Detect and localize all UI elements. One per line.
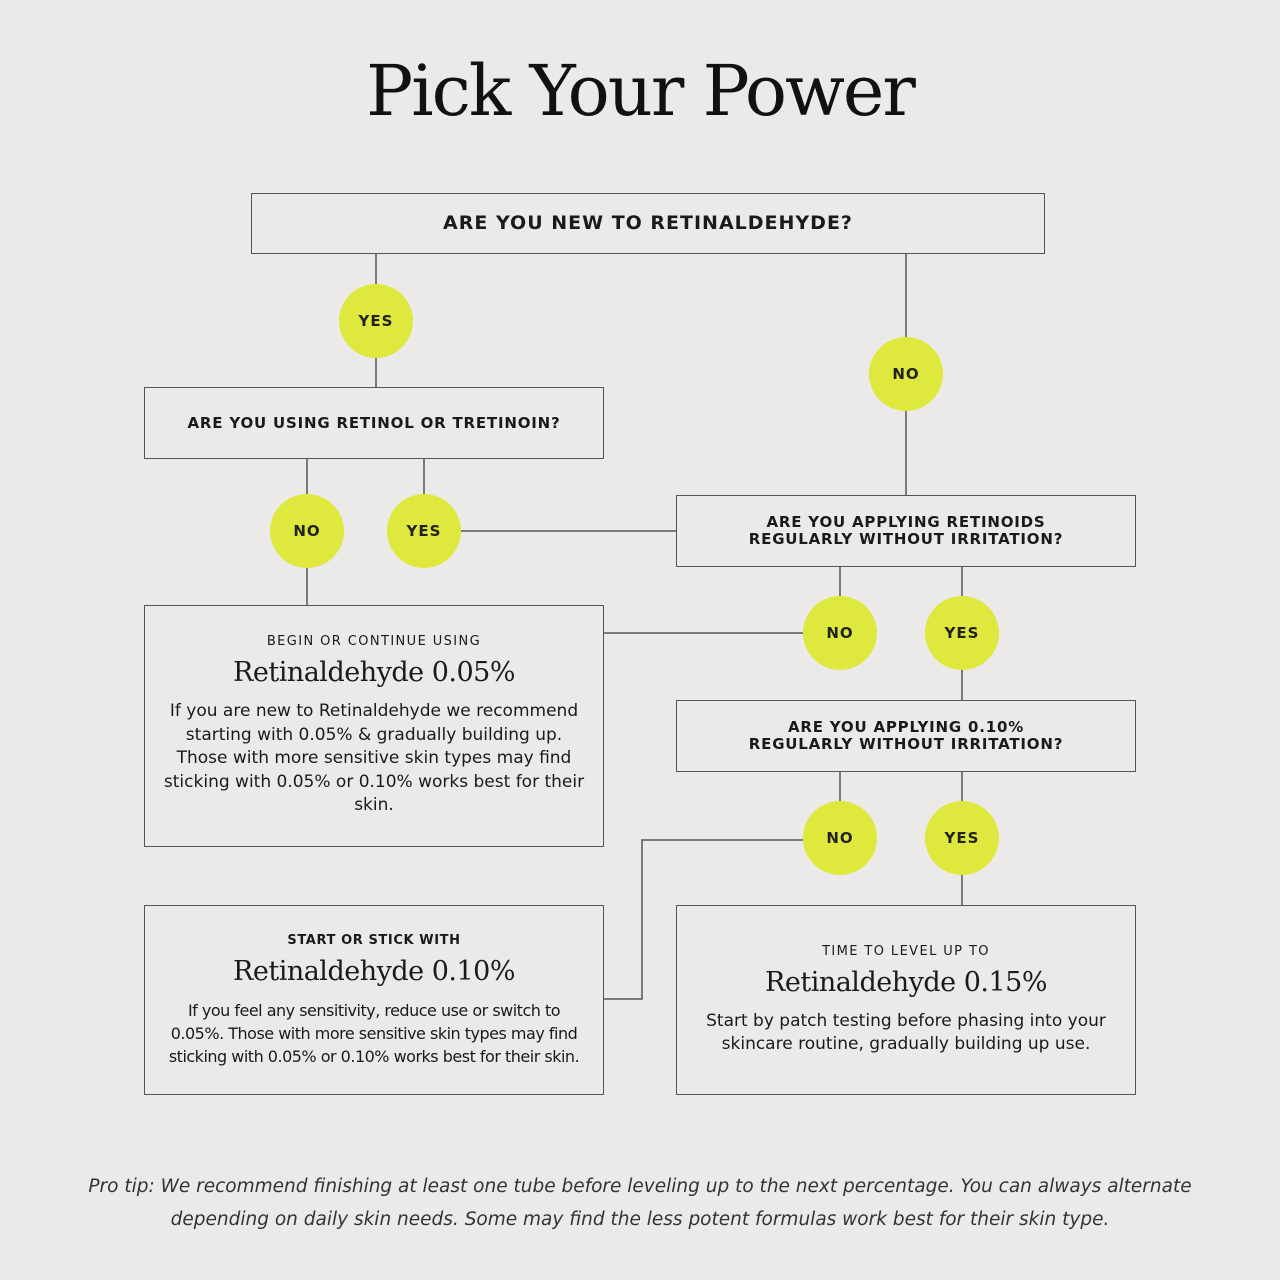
pro-tip: Pro tip: We recommend finishing at least one tube before leveling up to the next percentage. You can always alternate depending on daily skin needs. Some may find the less potent formulas work best for their skin type. [88,1176,1192,1230]
result-kicker: TIME TO LEVEL UP TO [822,943,990,959]
result-kicker: START OR STICK WITH [287,932,461,948]
connector-retinol-yes [424,459,676,531]
result-retinaldehyde-005 [144,605,604,847]
result-product: Retinaldehyde 0.05% [233,657,515,689]
question-using-retinol [144,387,604,459]
result-product: Retinaldehyde 0.10% [233,955,515,987]
answer-yes-retinol: YES [387,494,461,568]
answer-yes-new: YES [339,284,413,358]
question-label-line1: ARE YOU APPLYING RETINOIDS [766,513,1046,531]
result-description: Start by patch testing before phasing into your skincare routine, gradually building up use. [706,1010,1106,1054]
answer-no-new: NO [869,337,943,411]
question-label-line2: REGULARLY WITHOUT IRRITATION? [748,735,1064,753]
answer-yes-retinoids: YES [925,596,999,670]
result-kicker: BEGIN OR CONTINUE USING [266,634,482,650]
answer-yes-010: YES [925,801,999,875]
answer-no-010: NO [803,801,877,875]
question-label-line1: ARE YOU APPLYING 0.10% [787,718,1025,736]
question-label: ARE YOU USING RETINOL OR TRETINOIN? [187,413,561,432]
result-product: Retinaldehyde 0.15% [765,966,1047,998]
answer-no-retinol: NO [270,494,344,568]
result-description: If you feel any sensitivity, reduce use or switch to 0.05%. Those with more sensitive skin types may find sticking with 0.05% or 0.10% works best for their skin. [168,1000,580,1066]
question-label-line2: REGULARLY WITHOUT IRRITATION? [748,530,1064,548]
result-retinaldehyde-010 [144,905,604,1095]
page-title: Pick Your Power [366,50,914,132]
answer-no-retinoids: NO [803,596,877,670]
question-applying-retinoids [676,495,1136,567]
question-new-to-retinaldehyde [251,193,1045,254]
question-applying-010 [676,700,1136,772]
result-retinaldehyde-015 [676,905,1136,1095]
question-label: ARE YOU NEW TO RETINALDEHYDE? [443,212,853,234]
result-description: If you are new to Retinaldehyde we recommend starting with 0.05% & gradually building up. Those with more sensitive skin types may find sticking with 0.05% or 0.10% works best for their skin. [163,701,585,816]
